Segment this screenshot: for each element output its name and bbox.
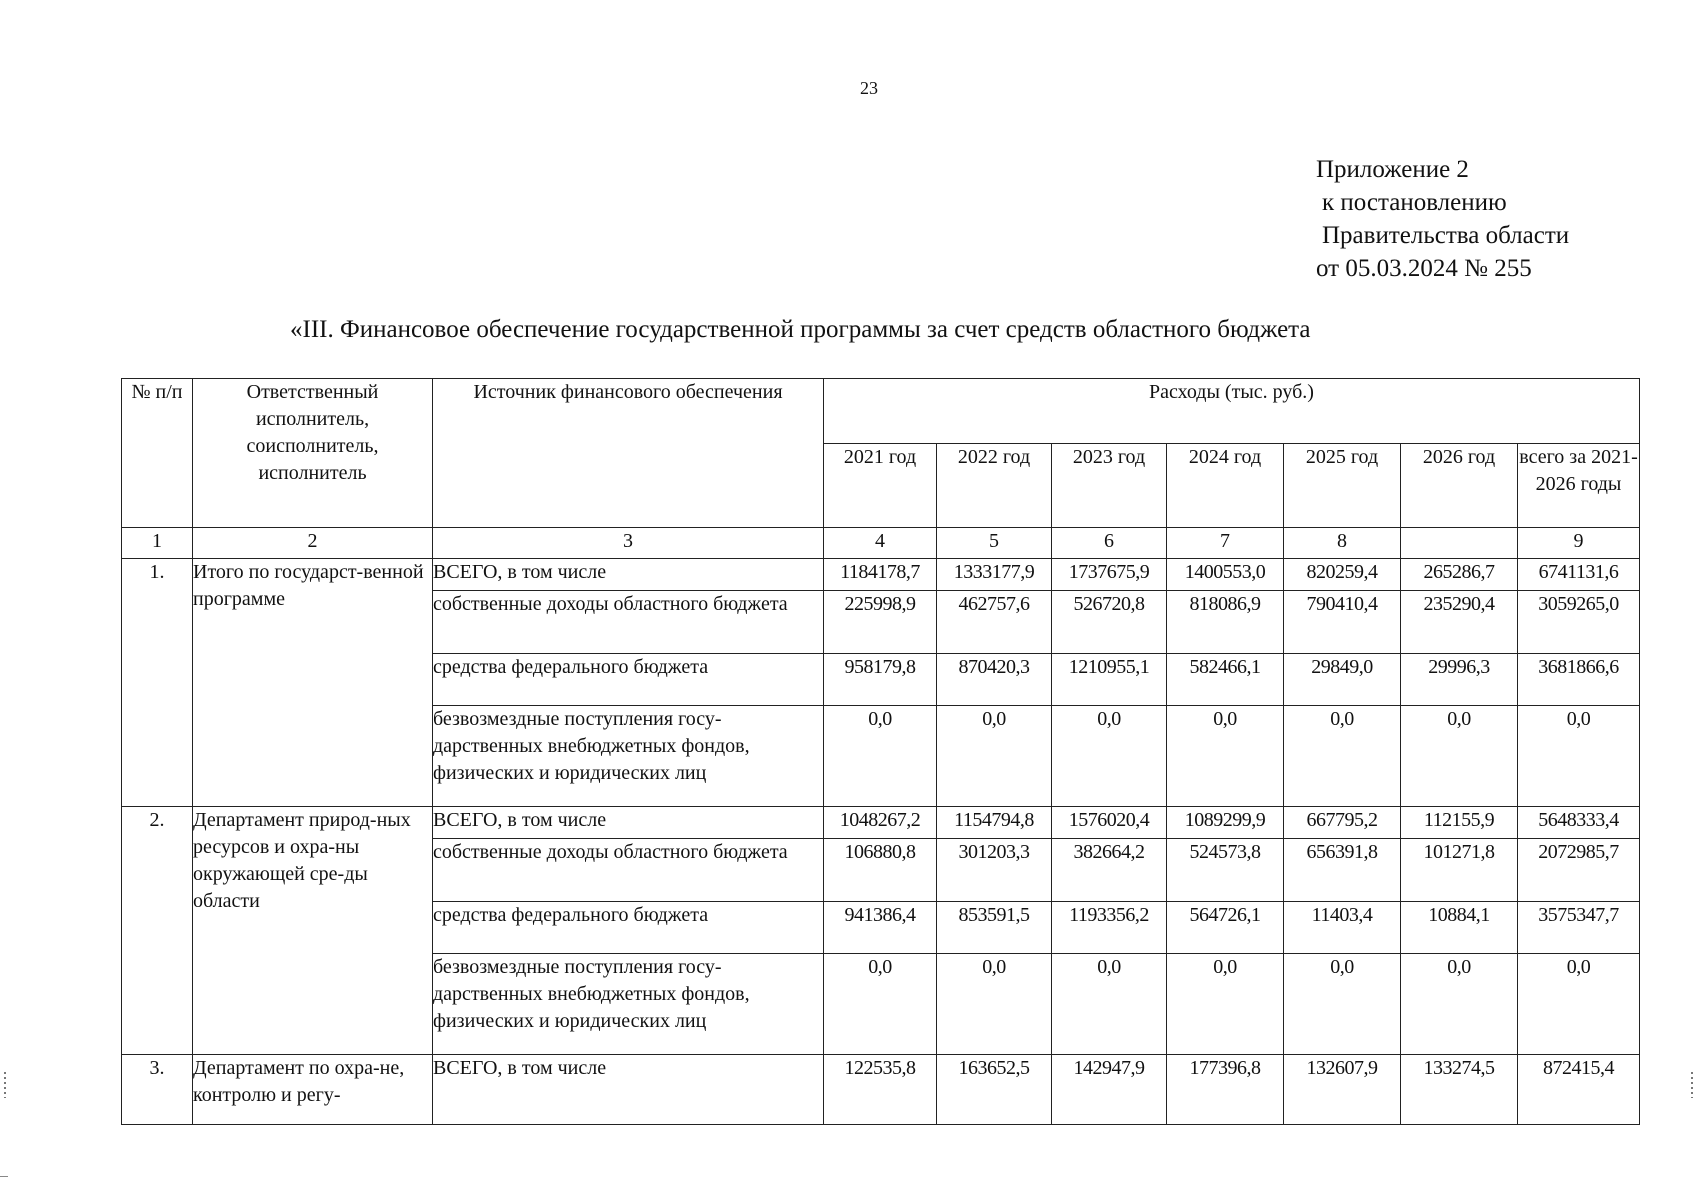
year-value-cell: 1737675,9 (1052, 559, 1167, 591)
year-value-cell: 1184178,7 (824, 559, 937, 591)
year-value-cell: 1154794,8 (937, 807, 1052, 839)
total-value-cell: 6741131,6 (1518, 559, 1640, 591)
column-number (1401, 528, 1518, 559)
year-value-cell: 870420,3 (937, 654, 1052, 706)
header-executor: Ответственный исполнитель, соисполнитель, исполнитель (193, 379, 433, 528)
scan-edge-mark (1691, 1072, 1693, 1098)
year-value-cell: 0,0 (1167, 706, 1284, 807)
year-value-cell: 0,0 (937, 954, 1052, 1055)
header-expenses: Расходы (тыс. руб.) (824, 379, 1640, 444)
source-cell: собственные доходы областного бюджета (433, 839, 824, 902)
column-number: 1 (122, 528, 193, 559)
year-value-cell: 1193356,2 (1052, 902, 1167, 954)
executor-cell: Итого по государст-венной программе (193, 559, 433, 807)
section-title: «III. Финансовое обеспечение государственной программы за счет средств областного бюджета (290, 316, 1311, 343)
year-value-cell: 29996,3 (1401, 654, 1518, 706)
column-number: 4 (824, 528, 937, 559)
column-number: 7 (1167, 528, 1284, 559)
header-no: № п/п (122, 379, 193, 528)
source-cell: безвозмездные поступления госу-дарственных внебюджетных фондов, физических и юридических лиц (433, 706, 824, 807)
year-value-cell: 0,0 (1052, 954, 1167, 1055)
total-value-cell: 872415,4 (1518, 1055, 1640, 1125)
year-value-cell: 142947,9 (1052, 1055, 1167, 1125)
year-value-cell: 101271,8 (1401, 839, 1518, 902)
header-year: 2025 год (1284, 444, 1401, 528)
year-value-cell: 235290,4 (1401, 591, 1518, 654)
total-value-cell: 3681866,6 (1518, 654, 1640, 706)
header-year: 2024 год (1167, 444, 1284, 528)
total-value-cell: 5648333,4 (1518, 807, 1640, 839)
year-value-cell: 225998,9 (824, 591, 937, 654)
year-value-cell: 29849,0 (1284, 654, 1401, 706)
header-year: 2023 год (1052, 444, 1167, 528)
scan-edge-mark (4, 1072, 6, 1098)
year-value-cell: 1210955,1 (1052, 654, 1167, 706)
year-value-cell: 958179,8 (824, 654, 937, 706)
year-value-cell: 382664,2 (1052, 839, 1167, 902)
page-number: 23 (860, 78, 878, 98)
row-number: 1. (122, 559, 193, 807)
year-value-cell: 1400553,0 (1167, 559, 1284, 591)
scan-edge-dash (0, 1176, 8, 1177)
column-number: 6 (1052, 528, 1167, 559)
total-value-cell: 3575347,7 (1518, 902, 1640, 954)
total-value-cell: 0,0 (1518, 954, 1640, 1055)
year-value-cell: 1576020,4 (1052, 807, 1167, 839)
year-value-cell: 790410,4 (1284, 591, 1401, 654)
year-value-cell: 122535,8 (824, 1055, 937, 1125)
total-value-cell: 2072985,7 (1518, 839, 1640, 902)
year-value-cell: 941386,4 (824, 902, 937, 954)
total-value-cell: 3059265,0 (1518, 591, 1640, 654)
year-value-cell: 133274,5 (1401, 1055, 1518, 1125)
year-value-cell: 0,0 (1401, 954, 1518, 1055)
source-cell: средства федерального бюджета (433, 654, 824, 706)
year-value-cell: 0,0 (1401, 706, 1518, 807)
header-year: 2022 год (937, 444, 1052, 528)
budget-table (121, 378, 1640, 1125)
year-value-cell: 265286,7 (1401, 559, 1518, 591)
year-value-cell: 524573,8 (1167, 839, 1284, 902)
row-number: 3. (122, 1055, 193, 1125)
source-cell: средства федерального бюджета (433, 902, 824, 954)
year-value-cell: 177396,8 (1167, 1055, 1284, 1125)
column-numbers-row (122, 528, 1640, 559)
source-cell: безвозмездные поступления госу-дарственных внебюджетных фондов, физических и юридических лиц (433, 954, 824, 1055)
year-value-cell: 564726,1 (1167, 902, 1284, 954)
year-value-cell: 0,0 (1052, 706, 1167, 807)
year-value-cell: 163652,5 (937, 1055, 1052, 1125)
source-cell: ВСЕГО, в том числе (433, 1055, 824, 1125)
header-source: Источник финансового обеспечения (433, 379, 824, 528)
year-value-cell: 301203,3 (937, 839, 1052, 902)
year-value-cell: 853591,5 (937, 902, 1052, 954)
year-value-cell: 112155,9 (1401, 807, 1518, 839)
year-value-cell: 820259,4 (1284, 559, 1401, 591)
total-value-cell: 0,0 (1518, 706, 1640, 807)
year-value-cell: 667795,2 (1284, 807, 1401, 839)
executor-cell: Департамент природ-ных ресурсов и охра-ны окружающей сре-ды области (193, 807, 433, 1055)
table-row (122, 559, 1640, 591)
appendix-line: Правительства области (1322, 222, 1570, 249)
year-value-cell: 1048267,2 (824, 807, 937, 839)
header-total: всего за 2021-2026 годы (1518, 444, 1640, 528)
year-value-cell: 0,0 (1284, 706, 1401, 807)
column-number: 5 (937, 528, 1052, 559)
source-cell: собственные доходы областного бюджета (433, 591, 824, 654)
year-value-cell: 582466,1 (1167, 654, 1284, 706)
appendix-block (1316, 153, 1569, 285)
year-value-cell: 0,0 (1167, 954, 1284, 1055)
year-value-cell: 106880,8 (824, 839, 937, 902)
year-value-cell: 1333177,9 (937, 559, 1052, 591)
source-cell: ВСЕГО, в том числе (433, 559, 824, 591)
year-value-cell: 526720,8 (1052, 591, 1167, 654)
year-value-cell: 0,0 (1284, 954, 1401, 1055)
year-value-cell: 656391,8 (1284, 839, 1401, 902)
year-value-cell: 11403,4 (1284, 902, 1401, 954)
year-value-cell: 818086,9 (1167, 591, 1284, 654)
table-row (122, 1055, 1640, 1125)
year-value-cell: 1089299,9 (1167, 807, 1284, 839)
year-value-cell: 0,0 (937, 706, 1052, 807)
header-year: 2026 год (1401, 444, 1518, 528)
appendix-line: от 05.03.2024 № 255 (1316, 255, 1532, 282)
year-value-cell: 132607,9 (1284, 1055, 1401, 1125)
year-value-cell: 462757,6 (937, 591, 1052, 654)
year-value-cell: 10884,1 (1401, 902, 1518, 954)
appendix-line: к постановлению (1322, 189, 1507, 216)
appendix-line: Приложение 2 (1316, 156, 1469, 183)
executor-cell: Департамент по охра-не, контролю и регу- (193, 1055, 433, 1125)
row-number: 2. (122, 807, 193, 1055)
column-number: 2 (193, 528, 433, 559)
source-cell: ВСЕГО, в том числе (433, 807, 824, 839)
year-value-cell: 0,0 (824, 706, 937, 807)
table-row (122, 807, 1640, 839)
year-value-cell: 0,0 (824, 954, 937, 1055)
column-number: 9 (1518, 528, 1640, 559)
header-year: 2021 год (824, 444, 937, 528)
column-number: 8 (1284, 528, 1401, 559)
column-number: 3 (433, 528, 824, 559)
